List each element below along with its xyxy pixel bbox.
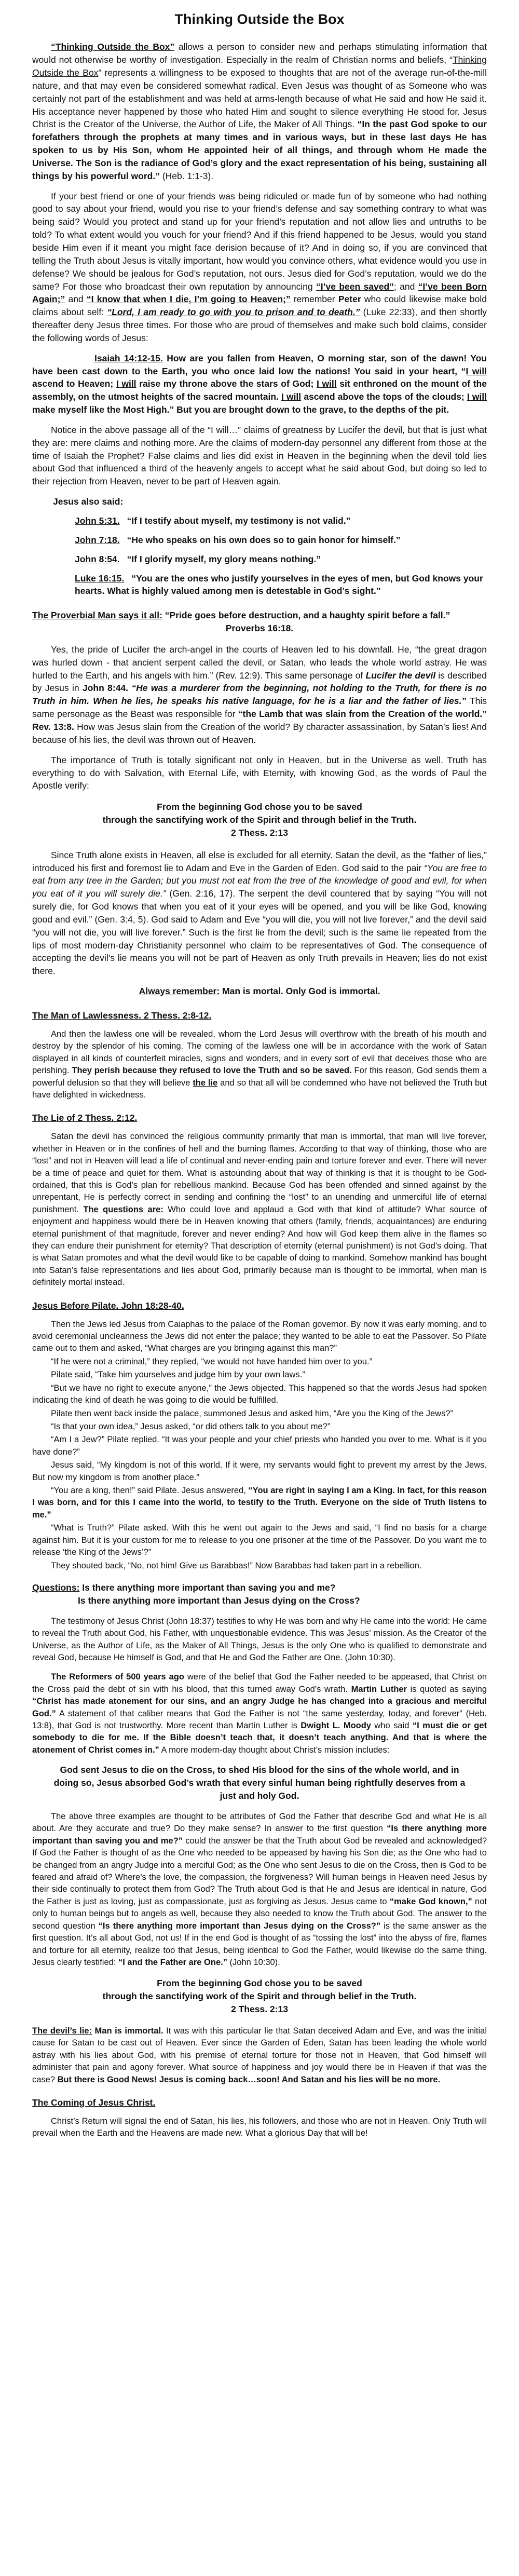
i-will-paragraph: Notice in the above passage all of the “I will…” claims of greatness by Lucifer the devil, but that is just what they are: mere claims and nothing more. Are the claims of modern-day personnel any different from those at the time of Isaiah the Prophet? False claims and lies did exist in Heaven in the beginning when the devil told lies about God that influenced a third of the heavenly angels to accept what he said about God, but doing so led to their rejection from Heaven, never to be part of Heaven again.: [32, 424, 487, 487]
list-item: Luke 16:15. “You are the ones who justify yourselves in the eyes of men, but God knows your hearts. What is highly valued among men is detestable in God’s sight.”: [75, 573, 483, 596]
reformers-paragraph: The Reformers of 500 years ago were of the belief that God the Father needed to be appeased, that Christ on the Cross paid the debt of sin with his blood, that this turned away God’s wrath. Martin Luther is quoted as saying “Christ has made atonement for our sins, and an angry Judge he has changed into a gracious and merciful God.” A statement of that caliber means that God the Father is not “the same yesterday, today, and forever” (Heb. 13:8), that God is not trustworthy. More recent than Martin Luther is Dwight L. Moody who said “I must die or get somebody to die for me. If the Bible doesn’t teach that, it doesn’t teach anything. And that is where the atonement of Christ comes in.” A more modern-day thought about Christ’s mission includes:: [32, 1672, 487, 1755]
section-heading: The Lie of 2 Thess. 2:12.: [32, 1113, 138, 1123]
devils-lie-paragraph: The devil’s lie: Man is immortal. It was with this particular lie that Satan deceived Adam and Eve, and was the initial cause for Satan to be cast out of Heaven. Ever since the Garden of Eden, Satan has been leading the whole world astray with his lies about God, with his premise of eternal torture for those not in Heaven, that God himself will administer that pain and agony forever. What source of happiness and joy would there be in Heaven if that was the case? But there is Good News! Jesus is coming back…soon! And Satan and his lies will be no more.: [32, 2026, 487, 2084]
first-lie-paragraph: Since Truth alone exists in Heaven, all else is excluded for all eternity. Satan the devil, as the “father of lies,” introduced his first and foremost lie to Adam and Eve in the Garden of Eden. God said to the pair “You are free to eat from any tree in the Garden; but you must not eat from the tree of the knowledge of good and evil, for when you eat of it you will surely die.” (Gen. 2:16, 17). The serpent the devil countered that by saying “You will not surely die, for God knows that when you eat of it your eyes will be opened, and you will be like God, knowing good and evil.” (Gen. 3:4, 5). God said to Adam and Eve “you will die, you will not live forever,” and the devil said “you will not die, you will live forever.” Such is the first lie from the devil; such is the same lie repeated from the lips of most modern-day Christianity personnel who claim to be representatives of God. The consequence of accepting the devil’s lie means you will not be part of Heaven as only Truth prevails in Heaven; lies do not exist there.: [32, 849, 487, 977]
pilate-passage: Then the Jews led Jesus from Caiaphas to the palace of the Roman governor. By now it was early morning, and to avoid ceremonial uncleanness the Jews did not enter the palace; they wanted to be able to eat the Passover. So Pilate came out to them and asked, “What charges are you bringing against this man?” “If he were not a criminal,” they replied, “we would not have handed him over to you.” Pilate said, “Take him yourselves and judge him by your own laws.” “But we have no right to execute anyone,” the Jews objected. This happened so that the words Jesus had spoken indicating the kind of death he was going to die would be fulfilled. Pilate then went back inside the palace, summoned Jesus and asked him, “Are you the King of the Jews?” “Is that your own idea,” Jesus asked, “or did others talk to you about me?” “Am I a Jew?” Pilate replied. “It was your people and your chief priests who handed you over to me. What is it you have done?” Jesus said, “My kingdom is not of this world. If it were, my servants would fight to prevent my arrest by the Jews. But now my kingdom is from another place.” “You are a king, then!” said Pilate. Jesus answered, “You are right in saying I am a King. In fact, for this reason I was born, and for this I came into the world, to testify to the Truth. Everyone on the side of Truth listens to me.” “What is Truth?” Pilate asked. With this he went out again to the Jews and said, “I find no basis for a charge against him. But it is your custom for me to release to you one prisoner at the time of the Passover. Do you want me to release ‘the King of the Jews’?” They shouted back, “No, not him! Give us Barabbas!” Now Barabbas had taken part in a rebellion.: [32, 1319, 487, 1570]
best-friend-paragraph: If your best friend or one of your friends was being ridiculed or made fun of by someone who had nothing good to say about your friend, would you rise to your friend’s defense and say something contrary to what was being said? Would you protect and stand up for your friend’s reputation and not allow lies and untruths to be told? To what extent would you vouch for your friend? And if this friend happened to be Jesus, would you stand beside Him even if it meant you might face derision because of it? And in doing so, if you are convinced that telling the Truth about Jesus is vitally important, how would you convince others, what evidence would you use in defense? We should be jealous for God’s reputation, not ours. Jesus died for God’s reputation, would we do the same? For those who broadcast their own reputation by announcing “I’ve been saved”; and “I’ve been Born Again;” and “I know that when I die, I’m going to Heaven;” remember Peter who could likewise make bold claims about self: “Lord, I am ready to go with you to prison and to death.” (Luke 22:33), and then shortly thereafter deny Jesus three times. For those who are proud of themselves and make such bold claims, consider the following words of Jesus:: [32, 191, 487, 343]
questions-block: Questions: Is there anything more important than saving you and me? Is there anything more important than Jesus dying on the Cross?: [32, 1582, 360, 1606]
modern-quote: God sent Jesus to die on the Cross, to shed His blood for the sins of the whole world, and in doing so, Jesus absorbed God’s wrath that every sinful human being rightfully deserves from a just and holy God.: [53, 1765, 466, 1801]
proverb-quote: The Proverbial Man says it all: “Pride goes before destruction, and a haughty spirit before a fall.” Proverbs 16:18.: [32, 610, 450, 634]
verse-block: From the beginning God chose you to be saved through the sanctifying work of the Spirit and through belief in the Truth. 2 Thess. 2:13: [102, 802, 417, 838]
isaiah-passage: Isaiah 14:12-15. How are you fallen from Heaven, O morning star, son of the dawn! You have been cast down to the Earth, you who once laid low the nations! You said in your heart, “I will ascend to Heaven; I will raise my throne above the stars of God; I will sit enthroned on the mount of the assembly, on the utmost heights of the sacred mountain. I will ascend above the tops of the clouds; I will make myself like the Most High.” But you are brought down to the grave, to the depths of the pit.: [32, 352, 487, 415]
intro-paragraph: “Thinking Outside the Box” allows a person to consider new and perhaps stimulating information that would not otherwise be worthy of investigation. Especially in the realm of Christian norms and beliefs, “Thinking Outside the Box” represents a willingness to be exposed to thoughts that are not of the average run-of-the-mill nature, and that may even be considered somewhat radical. Even Jesus was thought of as Someone who was certainly not part of the establishment and was held at arms-length because of what He said and how He said it. His acceptance never happened by those who hated Him and sought to silence everything He stood for. Jesus Christ is the Creator of the Universe, the Author of Life, the Maker of All Things. “In the past God spoke to our forefathers through the prophets at many times and in various ways, but in these last days He has spoken to us by His Son, whom He appointed heir of all things, and through whom He made the Universe. The Son is the radiance of God’s glory and the exact representation of his being, sustaining all things by his powerful word.” (Heb. 1:1-3).: [32, 42, 487, 181]
testimony-paragraph: The testimony of Jesus Christ (John 18:37) testifies to why He was born and why He came into the world: He came to reveal the Truth about God, his Father, with unquestionable evidence. This was Jesus’ mission. As the Creator of the Universe, as the Author of Life, as the Maker of All Things, Jesus is the only One who is qualified to demonstrate and reveal God, because He himself is God, and that He and God the Father are One. (John 10:30).: [32, 1616, 487, 1662]
section-heading: The Man of Lawlessness. 2 Thess. 2:8-12.: [32, 1010, 212, 1021]
examples-paragraph: The above three examples are thought to be attributes of God the Father that describe God and what He is all about. Are they accurate and true? Do they make sense? In answer to the first question “Is there anything more important than saving you and me?” could the answer be that the Truth about God be revealed and acknowledged? If God the Father is thought of as the One who needed to be appeased by having his Son die; as the One who had to be changed from an angry Judge into a merciful God; as the One who sent Jesus to die on the Cross, then is God to be feared and afraid of? Where’s the love, the compassion, the forgiveness? Will human beings in Heaven need Jesus by their side continually to protect them from God? The Truth about God is that He and Jesus are identical in nature, God the Father is just as loving, just as compassionate, just as forgiving as Jesus. Jesus came to “make God known,” not only to human beings but to angels as well, because they also needed to know the Truth about God. The answer to the second question “Is there anything more important than Jesus dying on the Cross?” is the same answer as the first question. It’s all about God, not us! If in the end God is thought of as “tossing the lost” into the abyss of fire, flames and torture for all eternity, realize too that Jesus, being identical to God the Father, would likewise do the same thing. Jesus clearly testified: “I and the Father are One.” (John 10:30).: [32, 1811, 487, 1967]
section-heading: The Coming of Jesus Christ.: [32, 2097, 156, 2108]
lawlessness-paragraph: And then the lawless one will be revealed, whom the Lord Jesus will overthrow with the breath of his mouth and destroy by the splendor of his coming. The coming of the lawless one will be in accordance with the work of Satan displayed in all kinds of counterfeit miracles, signs and wonders, and in every sort of evil that deceives those who are perishing. They perish because they refused to love the Truth and so be saved. For this reason, God sends them a powerful delusion so that they will believe the lie and so that all will be condemned who have not believed the Truth but have delighted in wickedness.: [32, 1029, 487, 1100]
lucifer-paragraph: Yes, the pride of Lucifer the arch-angel in the courts of Heaven led to his downfall. He, “the great dragon was hurled down - that ancient serpent called the devil, or Satan, who leads the whole world astray. He was hurled to the Earth, and his angels with him.” (Rev. 12:9). This same personage of Lucifer the devil is described by Jesus in John 8:44. “He was a murderer from the beginning, not holding to the Truth, for there is no Truth in him. When he lies, he speaks his native language, for he is a liar and the father of lies.” This same personage as the Beast was responsible for “the Lamb that was slain from the Creation of the world.” Rev. 13:8. How was Jesus slain from the Creation of the world? By character assassination, by Satan’s lies! And because of his lies, the devil was thrown out of Heaven.: [32, 644, 487, 745]
section-heading: Jesus Before Pilate. John 18:28-40.: [32, 1300, 184, 1311]
list-item: John 5:31. “If I testify about myself, my testimony is not valid.”: [75, 516, 351, 526]
list-item: John 8:54. “If I glorify myself, my glory means nothing.”: [75, 553, 321, 564]
verse-block: From the beginning God chose you to be saved through the sanctifying work of the Spirit and through belief in the Truth. 2 Thess. 2:13: [102, 1978, 417, 2015]
page-title: Thinking Outside the Box: [174, 11, 345, 27]
jesus-said-list: [32, 495, 487, 598]
lie-paragraph: Satan the devil has convinced the religious community primarily that man is immortal, that man will live forever, whether in Heaven or in the confines of hell and the burning flames. According to that way of thinking, those who are “lost” and not in Heaven will lead a life of continual and never-ending pain and torture forever and ever. There will never be a time of peace and quiet for them. What is astounding about that way of thinking is that it is thought to be God-ordained, that this is God’s plan for rebellious mankind. Because God has been offended and sinned against by the unrepentant, He is perfectly correct in sending and confining the “lost” to an unending and unmerciful life of eternal punishment. The questions are: Who could love and applaud a God with that kind of attitude? What source of enjoyment and happiness would there be in Heaven knowing that others (family, friends, acquaintances) are enduring eternal punishment of that magnitude, forever and never ending? And how will God keep them alive in the flames so they can endure their punishment for eternity? That description of eternity (eternal punishment) is not God’s doing. That is what Satan promotes and what the devil would like to be capable of doing to mankind. Somehow mankind has bought into Satan’s false representations and lies about God, primarily because man is thought to be immortal, when man is definitely mortal instead.: [32, 1132, 487, 1287]
truth-importance-paragraph: The importance of Truth is totally significant not only in Heaven, but in the Universe as well. Truth has everything to do with Salvation, with Eternal Life, with Eternity, with knowing God, as the words of Paul the Apostle verify:: [32, 754, 487, 791]
always-remember: Always remember: Man is mortal. Only God is immortal.: [139, 986, 380, 997]
coming-paragraph: Christ’s Return will signal the end of Satan, his lies, his followers, and those who are not in Heaven. Only Truth will prevail when the Earth and the Heavens are made new. What a glorious Day that will be!: [32, 2116, 487, 2138]
list-item: John 7:18. “He who speaks on his own does so to gain honor for himself.”: [75, 534, 401, 545]
jesus-said-label: Jesus also said:: [53, 496, 124, 507]
